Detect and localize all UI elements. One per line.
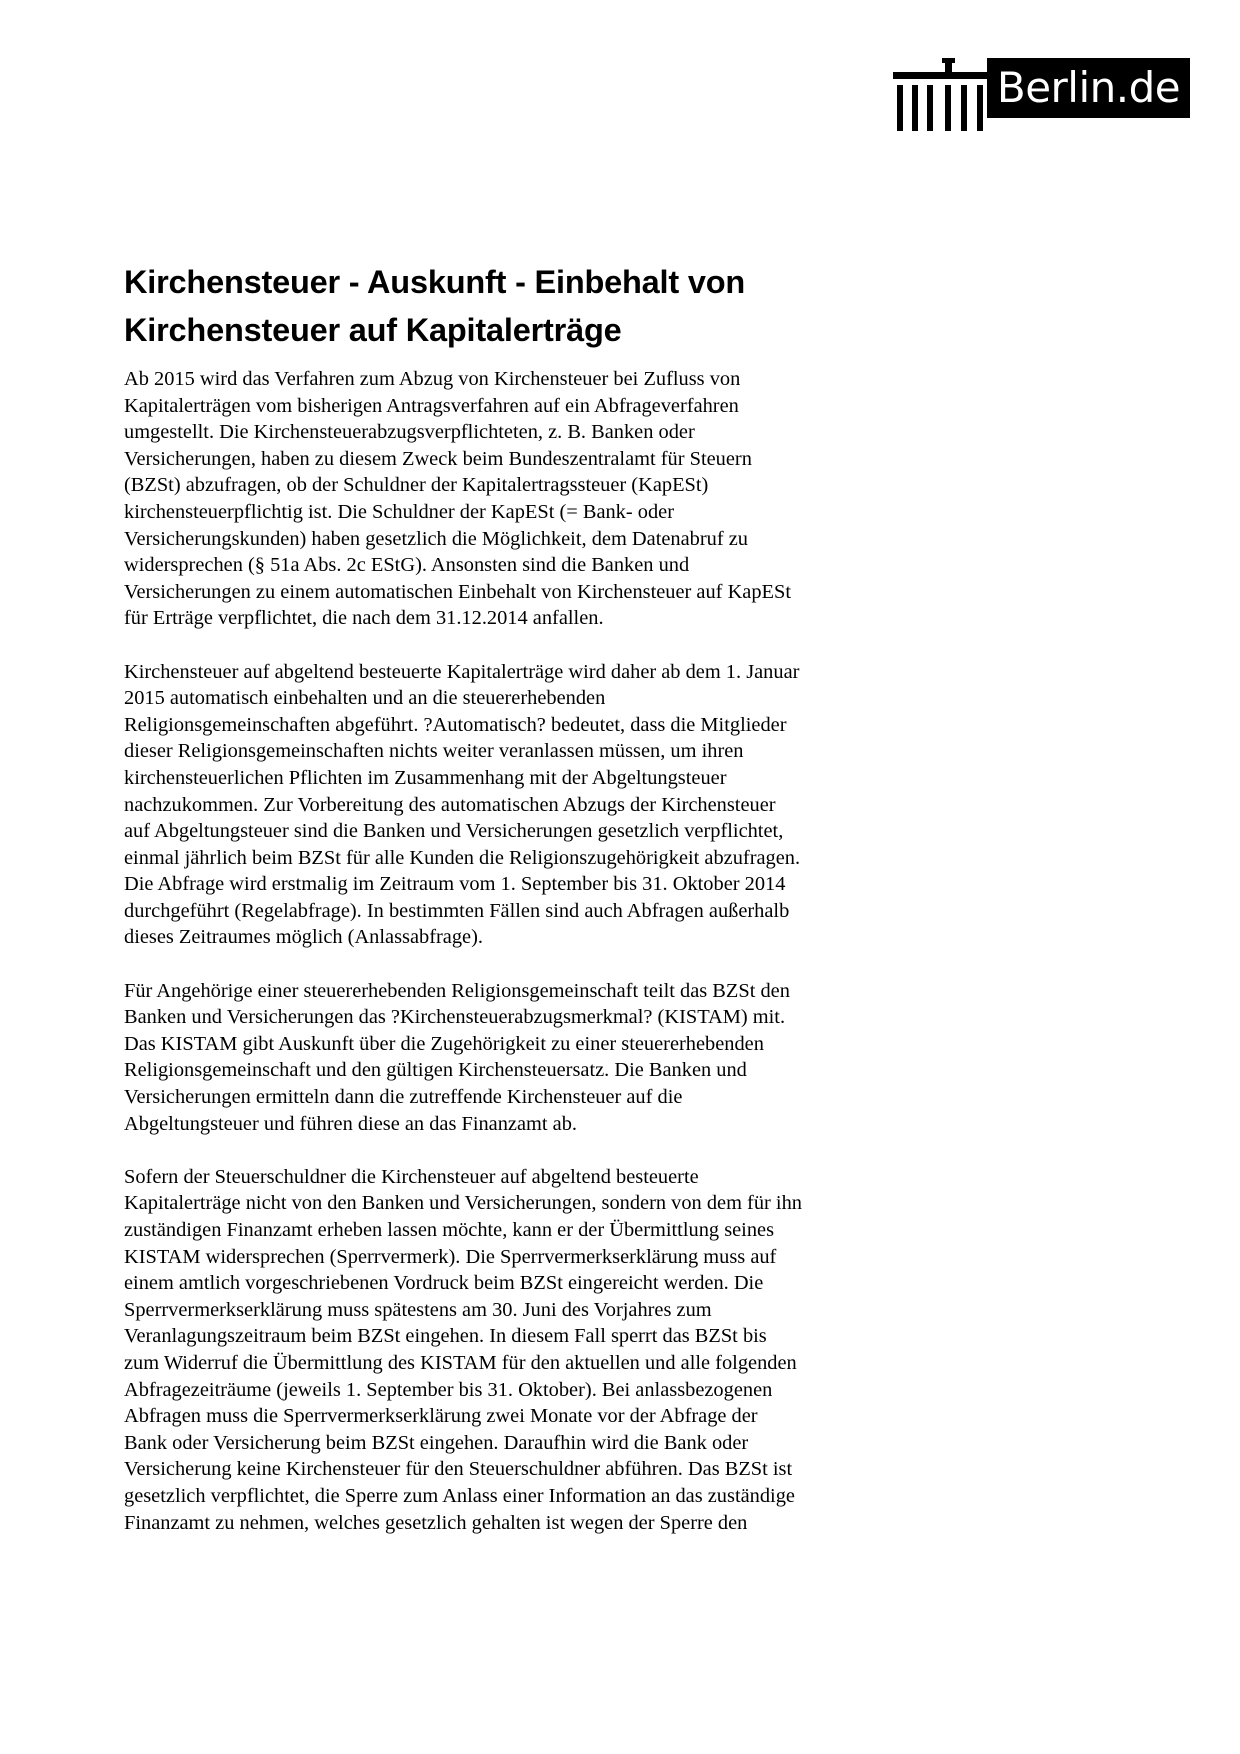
- logo-wordmark: Berlin.de: [987, 58, 1190, 118]
- title-line-1: Kirchensteuer - Auskunft - Einbehalt von: [124, 264, 746, 300]
- berlin-de-logo[interactable]: [893, 58, 1190, 133]
- paragraph-2: Kirchensteuer auf abgeltend besteuerte Kapitalerträge wird daher ab dem 1. Januar 2015 automatisch einbehalten und an die steuererhebenden Religionsgemeinschaften abgeführt. ?Automatisch? bedeutet, dass die Mitglieder dieser Religionsgemeinschaften nichts weiter veranlassen müssen, um ihren kirchensteuerlichen Pflichten im Zusammenhang mit der Abgeltungsteuer nachzukommen. Zur Vorbereitung des automatischen Abzugs der Kirchensteuer auf Abgeltungsteuer sind die Banken und Versicherungen gesetzlich verpflichtet, einmal jährlich beim BZSt für alle Kunden die Religionszugehörigkeit abzufragen. Die Abfrage wird erstmalig im Zeitraum vom 1. September bis 31. Oktober 2014 durchgeführt (Regelabfrage). In bestimmten Fällen sind auch Abfragen außerhalb dieses Zeitraumes möglich (Anlassabfrage).: [124, 660, 801, 949]
- paragraph-3: Für Angehörige einer steuererhebenden Religionsgemeinschaft teilt das BZSt den Banken und Versicherungen das ?Kirchensteuerabzugsmerkmal? (KISTAM) mit. Das KISTAM gibt Auskunft über die Zugehörigkeit zu einer steuererhebenden Religionsgemeinschaft und den gültigen Kirchensteuersatz. Die Banken und Versicherungen ermitteln dann die zutreffende Kirchensteuer auf die Abgeltungsteuer und führen diese an das Finanzamt ab.: [124, 979, 790, 1135]
- paragraph-4: Sofern der Steuerschuldner die Kirchensteuer auf abgeltend besteuerte Kapitalerträge nicht von den Banken und Versicherungen, sondern von dem für ihn zuständigen Finanzamt erheben lassen möchte, kann er der Übermittlung seines KISTAM widersprechen (Sperrvermerk). Die Sperrvermerkserklärung muss auf einem amtlich vorgeschriebenen Vordruck beim BZSt eingereicht werden. Die Sperrvermerkserklärung muss spätestens am 30. Juni des Vorjahres zum Veranlagungszeitraum beim BZSt eingehen. In diesem Fall sperrt das BZSt bis zum Widerruf die Übermittlung des KISTAM für den aktuellen und alle folgenden Abfragezeiträume (jeweils 1. September bis 31. Oktober). Bei anlassbezogenen Abfragen muss die Sperrvermerkserklärung zwei Monate vor der Abfrage der Bank oder Versicherung beim BZSt eingehen. Daraufhin wird die Bank oder Versicherung keine Kirchensteuer für den Steuerschuldner abführen. Das BZSt ist gesetzlich verpflichtet, die Sperre zum Anlass einer Information an das zuständige Finanzamt zu nehmen, welches gesetzlich gehalten ist wegen der Sperre den: [124, 1165, 802, 1534]
- article: [124, 258, 854, 1563]
- brandenburg-gate-icon: [893, 58, 989, 133]
- title-line-2: Kirchensteuer auf Kapitalerträge: [124, 312, 622, 348]
- paragraph-1: Ab 2015 wird das Verfahren zum Abzug von Kirchensteuer bei Zufluss von Kapitalerträgen vom bisherigen Antragsverfahren auf ein Abfrageverfahren umgestellt. Die Kirchensteuerabzugsverpflichteten, z. B. Banken oder Versicherungen, haben zu diesem Zweck beim Bundeszentralamt für Steuern (BZSt) abzufragen, ob der Schuldner der Kapitalertragssteuer (KapESt) kirchensteuerpflichtig ist. Die Schuldner der KapESt (= Bank- oder Versicherungskunden) haben gesetzlich die Möglichkeit, dem Datenabruf zu widersprechen (§ 51a Abs. 2c EStG). Ansonsten sind die Banken und Versicherungen zu einem automatischen Einbehalt von Kirchensteuer auf KapESt für Erträge verpflichtet, die nach dem 31.12.2014 anfallen.: [124, 368, 791, 630]
- page-title: [124, 258, 854, 354]
